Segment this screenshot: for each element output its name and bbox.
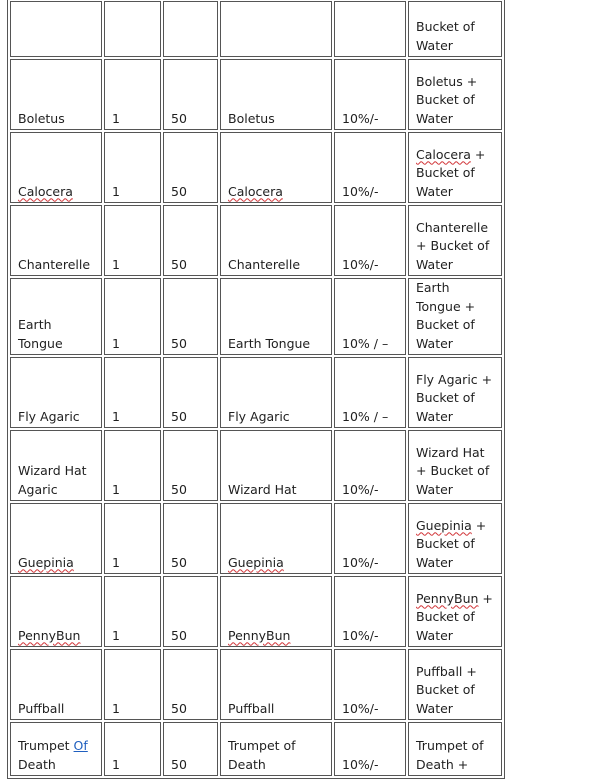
- table-cell[interactable]: [104, 1, 161, 57]
- table-row: [10, 503, 502, 574]
- combo-cell[interactable]: Chanterelle + Bucket of Water: [408, 205, 502, 276]
- table-row: [10, 278, 502, 355]
- table-row: [10, 205, 502, 276]
- item-cell[interactable]: Wizard Hat: [220, 430, 332, 501]
- qty-cell[interactable]: 1: [104, 59, 161, 130]
- item-cell[interactable]: Fly Agaric: [220, 357, 332, 428]
- table-cell[interactable]: [163, 1, 218, 57]
- qty-cell[interactable]: 1: [104, 576, 161, 647]
- table-row: [10, 430, 502, 501]
- percent-cell[interactable]: 10% / –: [334, 357, 406, 428]
- qty-cell[interactable]: 1: [104, 722, 161, 776]
- table-row: [10, 1, 502, 57]
- name-cell[interactable]: Earth Tongue: [10, 278, 102, 355]
- combo-cell[interactable]: Trumpet of Death +: [408, 722, 502, 776]
- price-cell[interactable]: 50: [163, 357, 218, 428]
- item-cell[interactable]: Boletus: [220, 59, 332, 130]
- price-cell[interactable]: 50: [163, 649, 218, 720]
- combo-cell[interactable]: Guepinia + Bucket of Water: [408, 503, 502, 574]
- recipe-table: [7, 0, 505, 779]
- combo-cell[interactable]: Calocera + Bucket of Water: [408, 132, 502, 203]
- item-cell[interactable]: Trumpet of Death: [220, 722, 332, 776]
- qty-cell[interactable]: 1: [104, 278, 161, 355]
- name-cell[interactable]: Fly Agaric: [10, 357, 102, 428]
- hyperlink-text[interactable]: Of: [73, 738, 88, 753]
- table-cell[interactable]: [220, 1, 332, 57]
- name-cell[interactable]: Wizard Hat Agaric: [10, 430, 102, 501]
- table-row: [10, 132, 502, 203]
- table-row: [10, 357, 502, 428]
- name-cell[interactable]: PennyBun: [10, 576, 102, 647]
- percent-cell[interactable]: 10%/-: [334, 59, 406, 130]
- item-cell[interactable]: Earth Tongue: [220, 278, 332, 355]
- combo-cell[interactable]: Puffball + Bucket of Water: [408, 649, 502, 720]
- table-row: [10, 649, 502, 720]
- percent-cell[interactable]: 10%/-: [334, 503, 406, 574]
- combo-cell[interactable]: Boletus + Bucket of Water: [408, 59, 502, 130]
- qty-cell[interactable]: 1: [104, 430, 161, 501]
- name-cell[interactable]: Puffball: [10, 649, 102, 720]
- name-cell[interactable]: Trumpet Of Death: [10, 722, 102, 776]
- percent-cell[interactable]: 10%/-: [334, 132, 406, 203]
- name-cell[interactable]: Guepinia: [10, 503, 102, 574]
- price-cell[interactable]: 50: [163, 278, 218, 355]
- price-cell[interactable]: 50: [163, 205, 218, 276]
- qty-cell[interactable]: 1: [104, 503, 161, 574]
- table-row: [10, 722, 502, 776]
- name-cell[interactable]: Boletus: [10, 59, 102, 130]
- name-cell[interactable]: Chanterelle: [10, 205, 102, 276]
- percent-cell[interactable]: 10%/-: [334, 576, 406, 647]
- item-cell[interactable]: Chanterelle: [220, 205, 332, 276]
- combo-cell[interactable]: Earth Tongue + Bucket of Water: [408, 278, 502, 355]
- combo-cell[interactable]: PennyBun + Bucket of Water: [408, 576, 502, 647]
- price-cell[interactable]: 50: [163, 576, 218, 647]
- percent-cell[interactable]: 10%/-: [334, 430, 406, 501]
- item-cell[interactable]: Puffball: [220, 649, 332, 720]
- combo-cell[interactable]: Wizard Hat + Bucket of Water: [408, 430, 502, 501]
- name-cell[interactable]: Calocera: [10, 132, 102, 203]
- qty-cell[interactable]: 1: [104, 132, 161, 203]
- table-cell[interactable]: [10, 1, 102, 57]
- percent-cell[interactable]: 10%/-: [334, 722, 406, 776]
- qty-cell[interactable]: 1: [104, 357, 161, 428]
- item-cell[interactable]: Guepinia: [220, 503, 332, 574]
- combo-text: Bucket of Water: [416, 19, 475, 53]
- price-cell[interactable]: 50: [163, 132, 218, 203]
- table-row: [10, 59, 502, 130]
- price-cell[interactable]: 50: [163, 722, 218, 776]
- qty-cell[interactable]: 1: [104, 205, 161, 276]
- percent-cell[interactable]: 10%/-: [334, 649, 406, 720]
- combo-cell[interactable]: [408, 1, 502, 57]
- item-cell[interactable]: PennyBun: [220, 576, 332, 647]
- price-cell[interactable]: 50: [163, 59, 218, 130]
- qty-cell[interactable]: 1: [104, 649, 161, 720]
- document-page: [7, 0, 505, 779]
- percent-cell[interactable]: 10%/-: [334, 205, 406, 276]
- item-cell[interactable]: Calocera: [220, 132, 332, 203]
- percent-cell[interactable]: 10% / –: [334, 278, 406, 355]
- price-cell[interactable]: 50: [163, 503, 218, 574]
- table-row: [10, 576, 502, 647]
- price-cell[interactable]: 50: [163, 430, 218, 501]
- table-cell[interactable]: [334, 1, 406, 57]
- combo-cell[interactable]: Fly Agaric + Bucket of Water: [408, 357, 502, 428]
